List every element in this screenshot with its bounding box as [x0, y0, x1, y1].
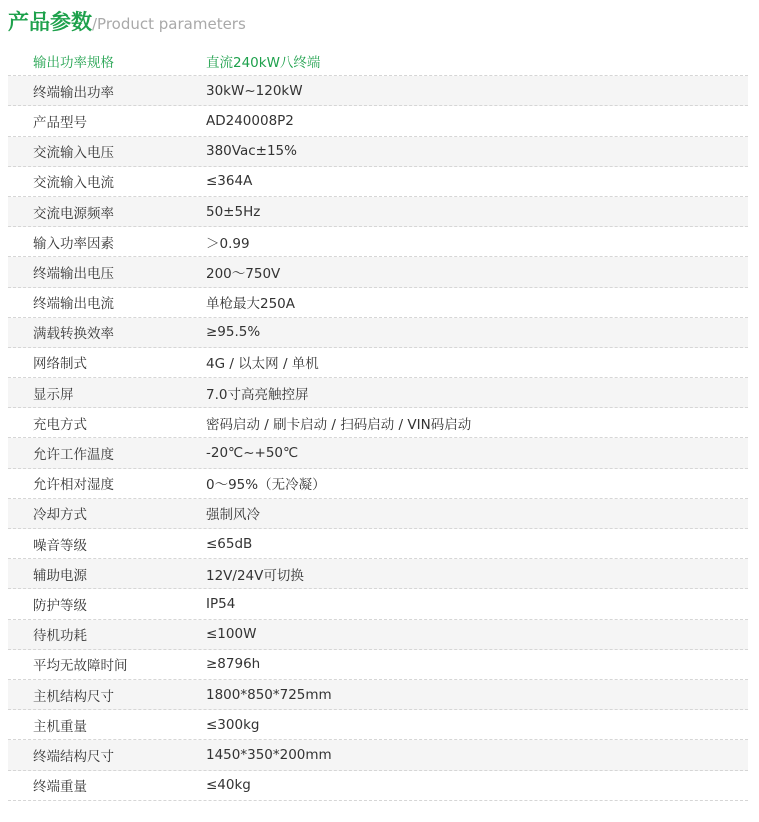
table-row: [8, 137, 748, 167]
spec-value: ≤65dB: [206, 535, 253, 552]
spec-key: 交流输入电压: [33, 145, 114, 162]
table-row: [8, 348, 748, 378]
table-row: [8, 469, 748, 499]
spec-value: 1800*850*725mm: [206, 686, 332, 703]
spec-key: 终端结构尺寸: [33, 748, 114, 765]
spec-value: 单枪最大250A: [206, 296, 296, 313]
table-row: [8, 318, 748, 348]
spec-header-value: 直流240kW八终端: [206, 54, 321, 71]
spec-key: 冷却方式: [33, 507, 87, 524]
spec-value: 12V/24V可切换: [206, 567, 304, 584]
spec-key: 主机结构尺寸: [33, 688, 114, 705]
spec-value: ≥95.5%: [206, 324, 261, 341]
table-row: [8, 197, 748, 227]
spec-key: 终端输出功率: [33, 84, 114, 101]
spec-value: 密码启动 / 刷卡启动 / 扫码启动 / VIN码启动: [206, 416, 472, 433]
spec-key: 交流电源频率: [33, 205, 114, 222]
table-row: [8, 378, 748, 408]
spec-key: 交流输入电流: [33, 175, 114, 192]
spec-key: 输入功率因素: [33, 235, 114, 252]
spec-value: 7.0寸高亮触控屏: [206, 386, 309, 403]
spec-header-key: 输出功率规格: [33, 54, 114, 71]
spec-value: 0～95%（无冷凝）: [206, 477, 326, 494]
table-row: [8, 680, 748, 710]
table-row: [8, 408, 748, 438]
spec-value: 4G / 以太网 / 单机: [206, 356, 319, 373]
table-row: [8, 650, 748, 680]
spec-key: 防护等级: [33, 597, 87, 614]
spec-value: ＞0.99: [206, 235, 250, 252]
table-row: [8, 499, 748, 529]
spec-value: 30kW~120kW: [206, 82, 303, 99]
spec-value: AD240008P2: [206, 112, 294, 129]
spec-value: ≤300kg: [206, 716, 260, 733]
table-row: [8, 257, 748, 287]
table-row: [8, 167, 748, 197]
table-row: [8, 106, 748, 136]
spec-value: 380Vac±15%: [206, 143, 297, 160]
spec-value: 1450*350*200mm: [206, 746, 332, 763]
spec-key: 辅助电源: [33, 567, 87, 584]
table-row: [8, 771, 748, 801]
spec-key: 允许工作温度: [33, 447, 114, 464]
spec-value: -20℃~+50℃: [206, 445, 299, 462]
spec-value: 强制风冷: [206, 507, 260, 524]
spec-value: 50±5Hz: [206, 203, 261, 220]
table-row: [8, 76, 748, 106]
spec-key: 待机功耗: [33, 628, 87, 645]
table-row: [8, 589, 748, 619]
table-row: [8, 740, 748, 770]
spec-key: 产品型号: [33, 114, 87, 131]
heading-title-zh: 产品参数: [8, 10, 92, 34]
table-row: [8, 288, 748, 318]
spec-table-header: [8, 46, 748, 76]
table-row: [8, 620, 748, 650]
spec-key: 噪音等级: [33, 537, 87, 554]
spec-value: ≤40kg: [206, 777, 251, 794]
table-row: [8, 529, 748, 559]
spec-table: [8, 46, 748, 801]
spec-key: 显示屏: [33, 386, 74, 403]
spec-key: 平均无故障时间: [33, 658, 128, 675]
spec-key: 终端重量: [33, 779, 87, 796]
spec-key: 主机重量: [33, 718, 87, 735]
spec-rows: [8, 76, 748, 801]
spec-value: IP54: [206, 595, 236, 612]
spec-value: ≥8796h: [206, 656, 261, 673]
table-row: [8, 227, 748, 257]
spec-key: 终端输出电压: [33, 265, 114, 282]
section-heading: [8, 6, 246, 36]
spec-key: 满载转换效率: [33, 326, 114, 343]
spec-value: ≤364A: [206, 173, 253, 190]
heading-title-en: /Product parameters: [92, 15, 246, 33]
table-row: [8, 438, 748, 468]
spec-key: 充电方式: [33, 416, 87, 433]
spec-value: ≤100W: [206, 626, 257, 643]
table-row: [8, 710, 748, 740]
spec-key: 终端输出电流: [33, 296, 114, 313]
spec-key: 网络制式: [33, 356, 87, 373]
table-row: [8, 559, 748, 589]
spec-key: 允许相对湿度: [33, 477, 114, 494]
spec-value: 200～750V: [206, 265, 281, 282]
